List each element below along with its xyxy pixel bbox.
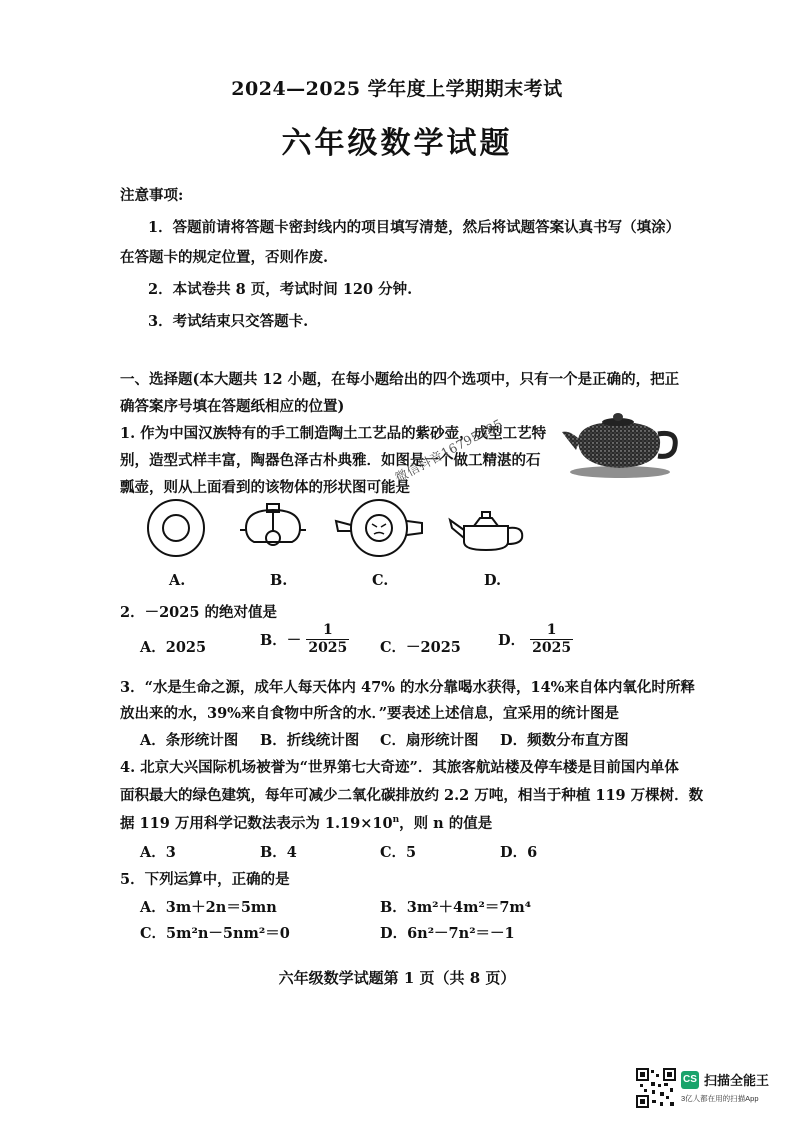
q2-option-b [260, 622, 349, 657]
q4-line1: 4. 北京大兴国际机场被誉为“世界第七大奇迹”．其旅客航站楼及停车楼是目前国内单体 [120, 759, 679, 776]
q4-line3 [120, 812, 492, 833]
q1-line2: 别，造型式样丰富，陶器色泽古朴典雅．如图是一个做工精湛的石 [120, 452, 541, 469]
q1-line1: 1. 作为中国汉族特有的手工制造陶土工艺品的紫砂壶，成型工艺特 [120, 425, 547, 442]
q3-line2: 放出来的水，39%来自食物中所含的水．”要表述上述信息，宜采用的统计图是 [120, 705, 620, 722]
q1-option-a-label: A. [169, 572, 186, 589]
q2-option-d [498, 622, 573, 657]
q4-line2: 面积最大的绿色建筑，每年可减少二氧化碳排放约 2.2 万吨，相当于种植 119 万棵树．数 [120, 787, 704, 804]
q1-option-b-label: B. [270, 572, 288, 589]
q3-line1: 3．“水是生命之源，成年人每天体内 47% 的水分靠喝水获得，14%来自体内氧化时所释 [120, 679, 695, 696]
note-item-2: 2．本试卷共 8 页，考试时间 120 分钟. [148, 281, 413, 298]
section1-heading-line2: 确答案序号填在答题纸相应的位置) [120, 398, 345, 415]
q4-option-d: D．6 [500, 844, 538, 861]
q5-option-d: D．6n²－7n²＝－1 [380, 925, 515, 942]
q4-exponent: n [392, 815, 400, 826]
q2-option-c: C．－2025 [380, 639, 461, 656]
page-footer: 六年级数学试题第 1 页（共 8 页） [278, 969, 516, 987]
q2-option-b-fraction [306, 622, 349, 657]
q2-option-b-prefix: B．－ [260, 632, 302, 649]
q5-stem: 5．下列运算中，正确的是 [120, 871, 290, 888]
q3-option-d: D．频数分布直方图 [500, 732, 629, 749]
q1-option-c-label: C. [372, 572, 389, 589]
q3-option-b: B．折线统计图 [260, 732, 360, 749]
qr-code-icon [636, 1068, 676, 1108]
q2-d-numerator: 1 [546, 622, 557, 638]
note-item-1b: 在答题卡的规定位置，否则作废. [120, 249, 329, 266]
notes-heading: 注意事项: [120, 187, 184, 204]
option-d-figure [446, 506, 526, 554]
q1-option-d-label: D. [484, 572, 502, 589]
watermark-text: 微信抖音16795385 [392, 415, 506, 486]
teapot-image [560, 410, 680, 480]
q2-d-denominator: 2025 [532, 640, 572, 656]
q4-option-a: A．3 [140, 844, 176, 861]
option-a-figure [146, 497, 206, 559]
camscanner-logo-icon: CS [681, 1071, 699, 1089]
section1-heading-line1: 一、选择题(本大题共 12 小题，在每小题给出的四个选项中，只有一个是正确的，把正 [120, 371, 680, 388]
q4-option-b: B．4 [260, 844, 297, 861]
option-b-figure [240, 502, 306, 556]
scanner-app-name: 扫描全能王 [704, 1073, 770, 1088]
q4-line3-text: 据 119 万用科学记数法表示为 1.19×10 [120, 815, 393, 832]
scanner-app-tagline: 3亿人都在用的扫描App [681, 1094, 759, 1103]
q5-option-c: C．5m²n－5nm²＝0 [140, 925, 290, 942]
q4-option-c: C．5 [380, 844, 417, 861]
q2-option-d-prefix: D． [498, 632, 526, 649]
q5-option-a: A．3m＋2n＝5mn [140, 899, 277, 916]
q2-option-d-fraction [530, 622, 573, 657]
q4-line3-tail: ，则 n 的值是 [399, 815, 493, 832]
q1-line3: 瓢壶，则从上面看到的该物体的形状图可能是 [120, 479, 410, 496]
q5-option-b: B．3m²＋4m²＝7m⁴ [380, 899, 532, 916]
note-item-1a: 1．答题前请将答题卡密封线内的项目填写清楚，然后将试题答案认真书写（填涂） [148, 219, 681, 236]
q3-option-a: A．条形统计图 [140, 732, 239, 749]
exam-title: 2024—2025 学年度上学期期末考试 [231, 78, 563, 100]
note-item-3: 3．考试结束只交答题卡. [148, 313, 309, 330]
q3-option-c: C．扇形统计图 [380, 732, 479, 749]
exam-subject-title: 六年级数学试题 [281, 126, 513, 161]
option-c-figure [334, 497, 424, 559]
q2-option-a: A．2025 [140, 639, 207, 656]
q2-stem: 2．－2025 的绝对值是 [120, 604, 277, 621]
q2-b-denominator: 2025 [308, 640, 348, 656]
q2-b-numerator: 1 [322, 622, 333, 638]
